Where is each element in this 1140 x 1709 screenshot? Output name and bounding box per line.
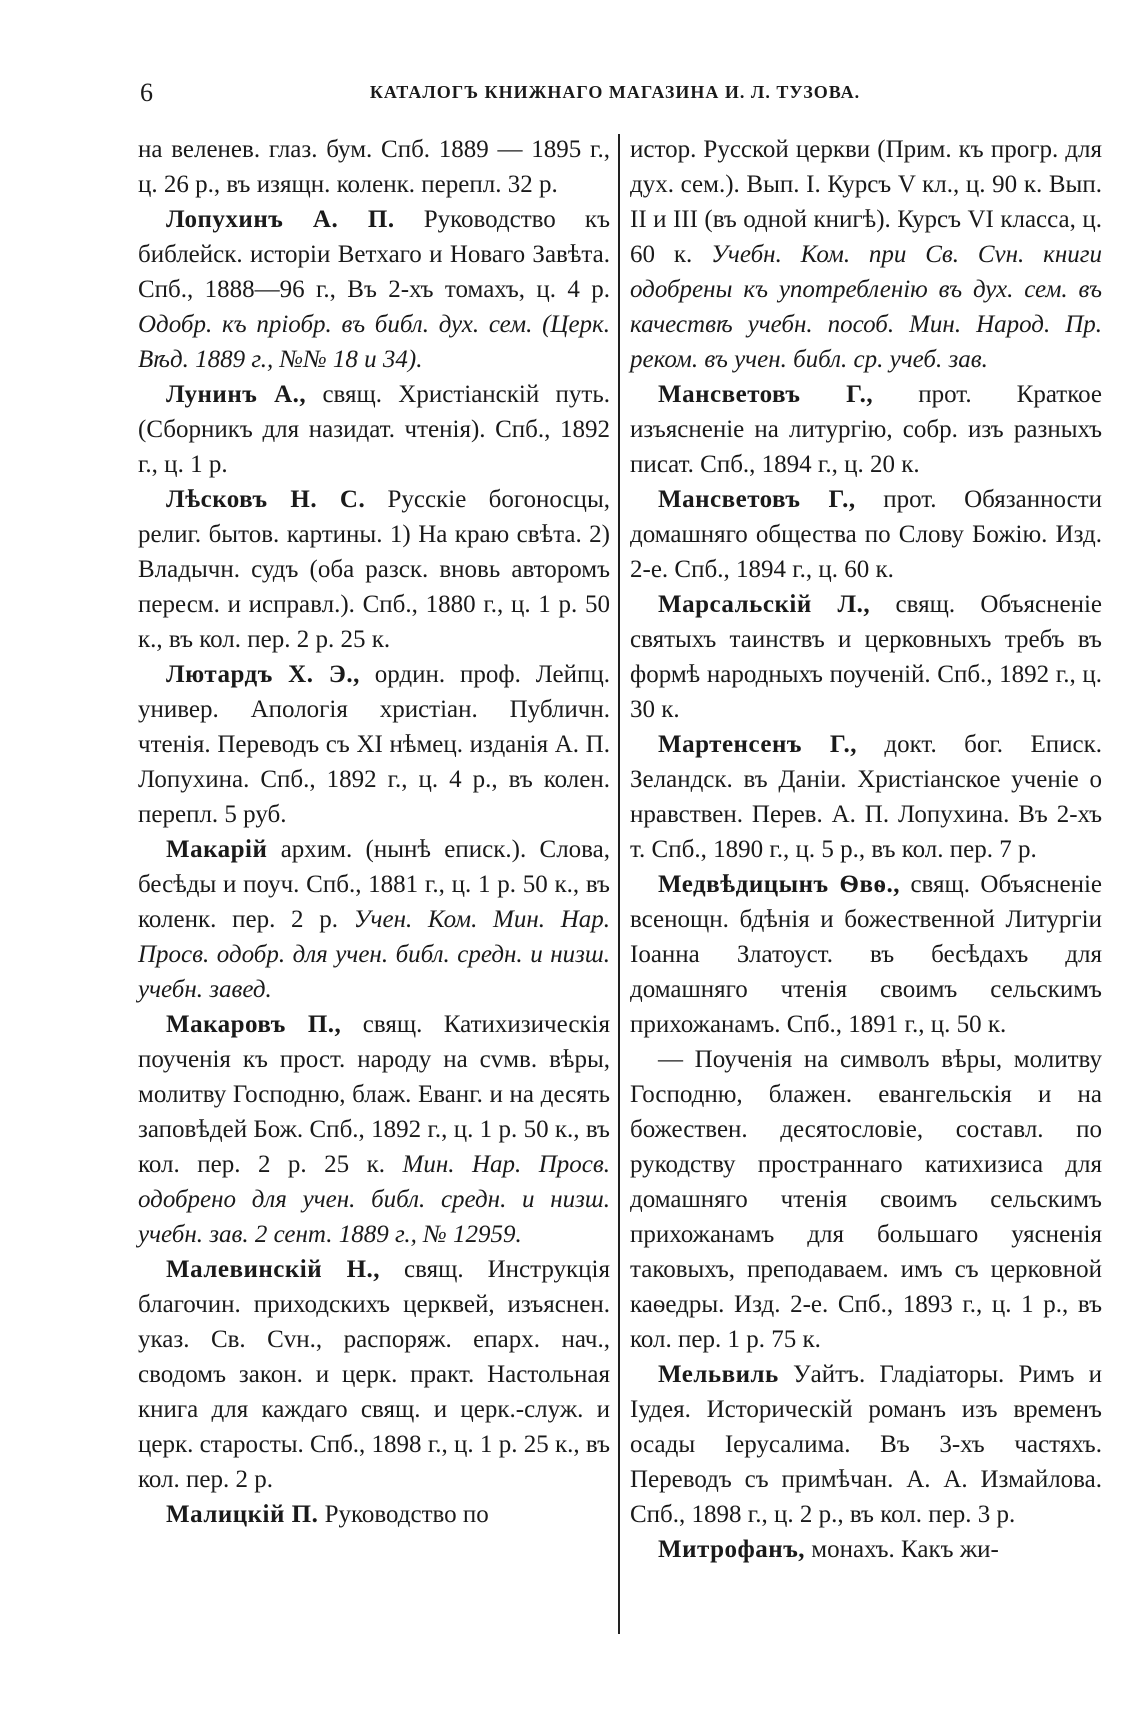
catalog-entry <box>138 1007 610 1252</box>
catalog-entry <box>630 867 1102 1042</box>
entry-author: Макарій <box>166 836 268 863</box>
entry-author: Лютардъ Х. Э., <box>166 661 360 688</box>
entry-author: Мельвиль <box>658 1361 779 1388</box>
entry-author: Макаровъ П., <box>166 1011 342 1038</box>
entry-author: Марсальскій Л., <box>658 591 871 618</box>
entry-author: Мартенсенъ Г., <box>658 731 857 758</box>
entry-note: Учебн. Ком. при Св. Сvн. книги одобрены къ употребленію въ дух. сем. въ качествѣ учебн. пособ. Мин. Народ. Пр. реком. въ учен. библ. ср. учеб. зав. <box>630 241 1102 373</box>
page-number: 6 <box>140 78 153 107</box>
entry-author: Лопухинъ А. П. <box>166 206 395 233</box>
catalog-entry <box>630 1532 1102 1567</box>
column-divider <box>618 134 620 1634</box>
entry-text: прот. Краткое изъясненіе на литургію, собр. изъ разныхъ писат. Спб., 1894 г., ц. 20 к. <box>630 381 1103 478</box>
catalog-entry <box>138 657 610 832</box>
left-column <box>138 132 610 1532</box>
entry-text: Русскіе богоносцы, религ. бытов. картины. 1) На краю свѣта. 2) Владычн. судъ (оба разск. вновь авторомъ пересм. и исправл.). Спб., 1880 г., ц. 1 р. 50 к., въ кол. пер. 2 р. 25 к. <box>138 486 610 653</box>
entry-author: Малицкій П. <box>166 1501 319 1528</box>
entry-text: докт. бог. Еписк. Зеландск. въ Даніи. Христіанское ученіе о нравствен. Перев. А. П. Лопухина. Въ 2-хъ т. Спб., 1890 г., ц. 5 р., въ кол. пер. 7 р. <box>630 731 1103 863</box>
entry-author: Мансветовъ Г., <box>658 381 874 408</box>
entry-text: Руководство къ библейск. исторіи Ветхаго и Новаго Завѣта. Спб., 1888—96 г., Въ 2-хъ томахъ, ц. 4 р. <box>138 206 610 303</box>
entry-author: Лунинъ А., <box>166 381 307 408</box>
catalog-entry <box>138 1497 610 1532</box>
entry-author: Лѣсковъ Н. С. <box>166 486 366 513</box>
catalog-entry <box>630 587 1102 727</box>
entry-text: истор. Русской церкви (Прим. къ прогр. для дух. сем.). Вып. I. Курсъ V кл., ц. 90 к. Вып. II и III (въ одной книгѣ). Курсъ VI класса, ц. 60 к. <box>630 136 1102 268</box>
entry-text: архим. (нынѣ еписк.). Слова, бесѣды и поуч. Спб., 1881 г., ц. 1 р. 50 к., въ коленк. пер. 2 р. <box>138 836 610 933</box>
entry-note: Учен. Ком. Мин. Нар. Просв. одобр. для учен. библ. средн. и низш. учебн. завед. <box>138 906 611 1003</box>
catalog-entry <box>138 1252 610 1497</box>
entry-text: ордин. проф. Лейпц. универ. Апологія христіан. Публичн. чтенія. Переводъ съ XI нѣмец. изданія А. П. Лопухина. Спб., 1892 г., ц. 4 р., въ колен. перепл. 5 руб. <box>138 661 610 828</box>
entry-text: на веленев. глаз. бум. Спб. 1889 — 1895 г., ц. 26 р., въ изящн. коленк. перепл. 32 р. <box>138 136 610 198</box>
catalog-entry <box>630 1357 1102 1532</box>
entry-text: монахъ. Какъ жи- <box>811 1536 999 1563</box>
entry-text: свящ. Христіанскій путь. (Сборникъ для назидат. чтенія). Спб., 1892 г., ц. 1 р. <box>138 381 610 478</box>
entry-author: Медвѣдицынъ Ѳвѳ., <box>658 871 901 898</box>
entry-text: свящ. Инструкція благочин. приходскихъ церквей, изъяснен. указ. Св. Сvн., распоряж. епарх. нач., сводомъ закон. и церк. практ. Настольная книга для каждаго свящ. и церк.-служ. и церк. старосты. Спб., 1898 г., ц. 1 р. 25 к., въ кол. пер. 2 р. <box>138 1256 611 1493</box>
catalog-entry <box>630 1042 1102 1357</box>
catalog-entry <box>138 202 610 377</box>
entry-author: Митрофанъ, <box>658 1536 806 1563</box>
entry-note: Одобр. къ пріобр. въ библ. дух. сем. (Церк. Вѣд. 1889 г., №№ 18 и 34). <box>138 311 610 373</box>
catalog-entry <box>138 132 610 202</box>
catalog-entry <box>630 482 1102 587</box>
entry-text: прот. Обязанности домашняго общества по Слову Божію. Изд. 2-е. Спб., 1894 г., ц. 60 к. <box>630 486 1102 583</box>
entry-text: свящ. Объясненіе святыхъ таинствъ и церковныхъ требъ въ формѣ народныхъ поученій. Спб., 1892 г., ц. 30 к. <box>630 591 1103 723</box>
entry-text: Уайтъ. Гладіаторы. Римъ и Іудея. Историческій романъ изъ временъ осады Іерусалима. Въ 3-хъ частяхъ. Переводъ съ примѣчан. А. А. Измайлова. Спб., 1898 г., ц. 2 р., въ кол. пер. 3 р. <box>630 1361 1103 1528</box>
catalog-entry <box>630 377 1102 482</box>
entry-text: свящ. Катихизическія поученія къ прост. народу на сvмв. вѣры, молитву Господню, блаж. Еванг. и на десять заповѣдей Бож. Спб., 1892 г., ц. 1 р. 50 к., въ кол. пер. 2 р. 25 к. <box>138 1011 610 1178</box>
entry-text: свящ. Объясненіе всенощн. бдѣнія и божественной Литургіи Іоанна Златоуст. въ бесѣдахъ для домашняго чтенія своимъ сельскимъ прихожанамъ. Спб., 1891 г., ц. 50 к. <box>630 871 1102 1038</box>
running-title: КАТАЛОГЪ КНИЖНАГО МАГАЗИНА И. Л. ТУЗОВА. <box>369 82 861 102</box>
entry-author: Малевинскій Н., <box>166 1256 381 1283</box>
catalog-entry <box>630 727 1102 867</box>
entry-text: — Поученія на символъ вѣры, молитву Господню, блажен. евангельскія и на божествен. десятословіе, составл. по рукодству пространнаго катихизиса для домашняго чтенія своимъ сельскимъ прихожанамъ для большаго уясненія таковыхъ, преподаваем. имъ съ церковной каѳедры. Изд. 2-е. Спб., 1893 г., ц. 1 р., въ кол. пер. 1 р. 75 к. <box>630 1046 1102 1353</box>
entry-note: Мин. Нар. Просв. одобрено для учен. библ. средн. и низш. учебн. зав. 2 сент. 1889 г., № 12959. <box>138 1151 610 1248</box>
catalog-entry <box>138 482 610 657</box>
catalog-entry <box>630 132 1102 377</box>
right-column <box>630 132 1102 1567</box>
entry-text: Руководство по <box>324 1501 489 1528</box>
entry-author: Мансветовъ Г., <box>658 486 856 513</box>
catalog-entry <box>138 377 610 482</box>
catalog-entry <box>138 832 610 1007</box>
